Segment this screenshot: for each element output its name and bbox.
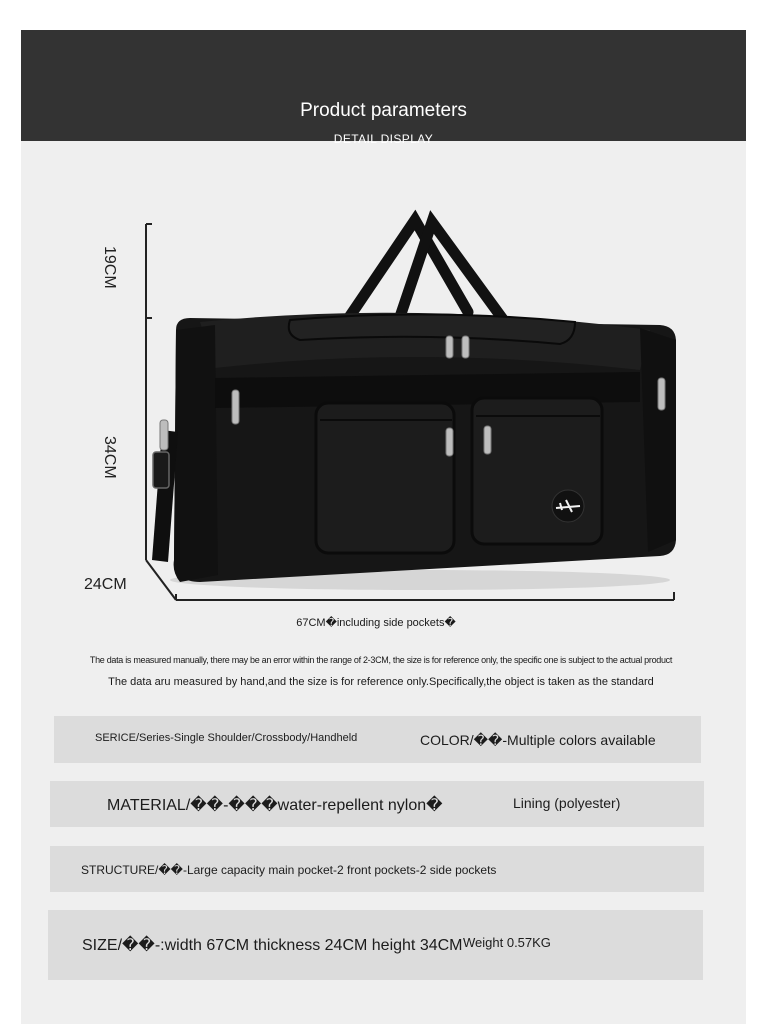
series-spec: SERICE/Series-Single Shoulder/Crossbody/Handheld: [95, 732, 358, 744]
spec-row-structure: [50, 846, 704, 892]
spec-row-size: [48, 910, 703, 980]
handle-height-label: 19CM: [101, 246, 118, 289]
structure-spec: STRUCTURE/��-Large capacity main pocket-2 front pockets-2 side pockets: [81, 863, 497, 877]
standard-note: The data aru measured by hand,and the size is for reference only.Specifically,the object is taken as the standard: [108, 676, 654, 688]
width-dimension-line: [176, 592, 674, 600]
material-spec: MATERIAL/��-���water-repellent nylon�: [107, 797, 443, 814]
spec-row-material: [50, 781, 704, 827]
body-height-label: 34CM: [101, 436, 118, 479]
size-spec: SIZE/��-:width 67CM thickness 24CM height 34CM: [82, 937, 463, 954]
spec-row-series: [54, 716, 701, 763]
page-subtitle: DETAIL DISPLAY: [333, 132, 434, 146]
color-spec: COLOR/��-Multiple colors available: [420, 732, 656, 748]
bag-body: [152, 313, 676, 582]
page-title: Product parameters: [300, 100, 467, 121]
width-label: 67CM�including side pockets�: [296, 617, 456, 629]
disclaimer-text: The data is measured manually, there may be an error within the range of 2-3CM, the size is for reference only, the specific one is subject to the actual product: [89, 655, 673, 665]
thickness-label: 24CM: [84, 576, 127, 593]
height-dimension-line: [146, 224, 152, 560]
lining-spec: Lining (polyester): [513, 795, 621, 811]
weight-spec: Weight 0.57KG: [463, 935, 551, 950]
